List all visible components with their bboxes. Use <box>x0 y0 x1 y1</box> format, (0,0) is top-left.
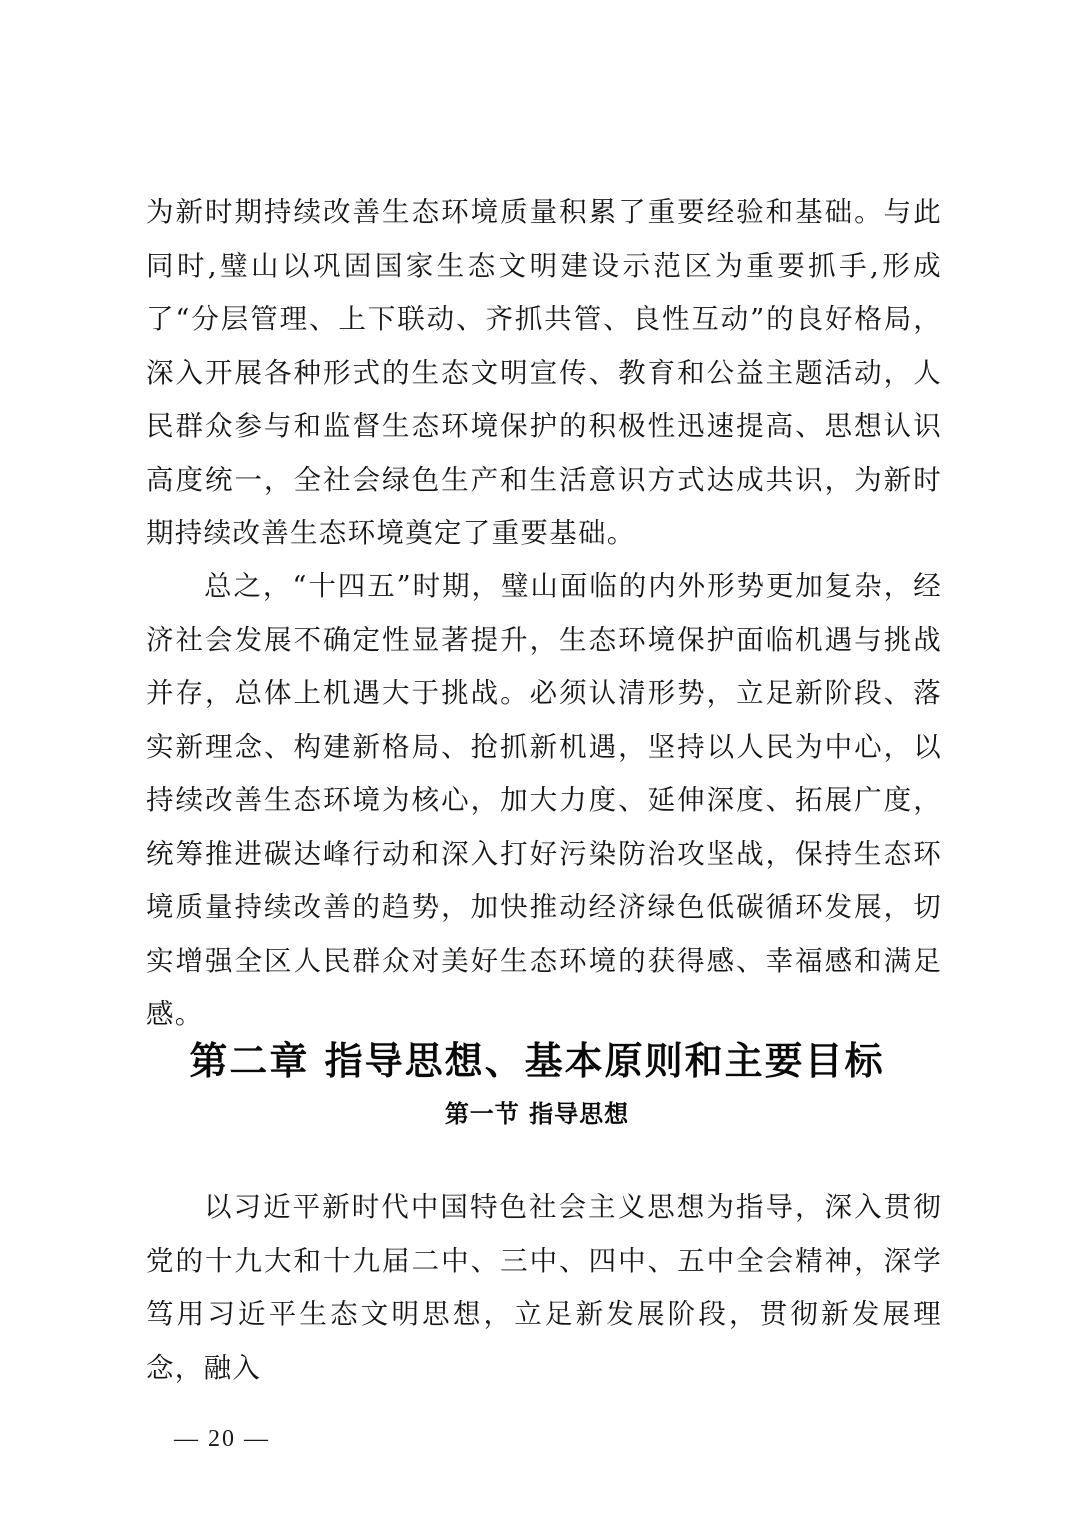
chapter-title: 第二章 指导思想、基本原则和主要目标 <box>189 1039 885 1083</box>
section-title: 第一节 指导思想 <box>444 1100 630 1128</box>
body-paragraph-guiding-thought: 以习近平新时代中国特色社会主义思想为指导，深入贯彻党的十九大和十九届二中、三中、四中、五中全会精神，深学笃用习近平生态文明思想，立足新发展阶段，贯彻新发展理念，融入 <box>146 1191 942 1384</box>
body-paragraph-continued: 为新时期持续改善生态环境质量积累了重要经验和基础。与此同时,璧山以巩固国家生态文明建设示范区为重要抓手,形成了“分层管理、上下联动、齐抓共管、良性互动”的良好格局，深入开展各种形式的生态文明宣传、教育和公益主题活动，人民群众参与和监督生态环境保护的积极性迅速提高、思想认识高度统一，全社会绿色生产和生活意识方式达成共识，为新时期持续改善生态环境奠定了重要基础。 <box>146 196 942 549</box>
page-number: — 20 — <box>174 1426 270 1452</box>
body-paragraph-summary: 总之，“十四五”时期，璧山面临的内外形势更加复杂，经济社会发展不确定性显著提升，生态环境保护面临机遇与挑战并存，总体上机遇大于挑战。必须认清形势，立足新阶段、落实新理念、构建新格局、抢抓新机遇，坚持以人民为中心，以持续改善生态环境为核心，加大力度、延伸深度、拓展广度，统筹推进碳达峰行动和深入打好污染防治攻坚战，保持生态环境质量持续改善的趋势，加快推动经济绿色低碳循环发展，切实增强全区人民群众对美好生态环境的获得感、幸福感和满足感。 <box>146 570 942 1030</box>
